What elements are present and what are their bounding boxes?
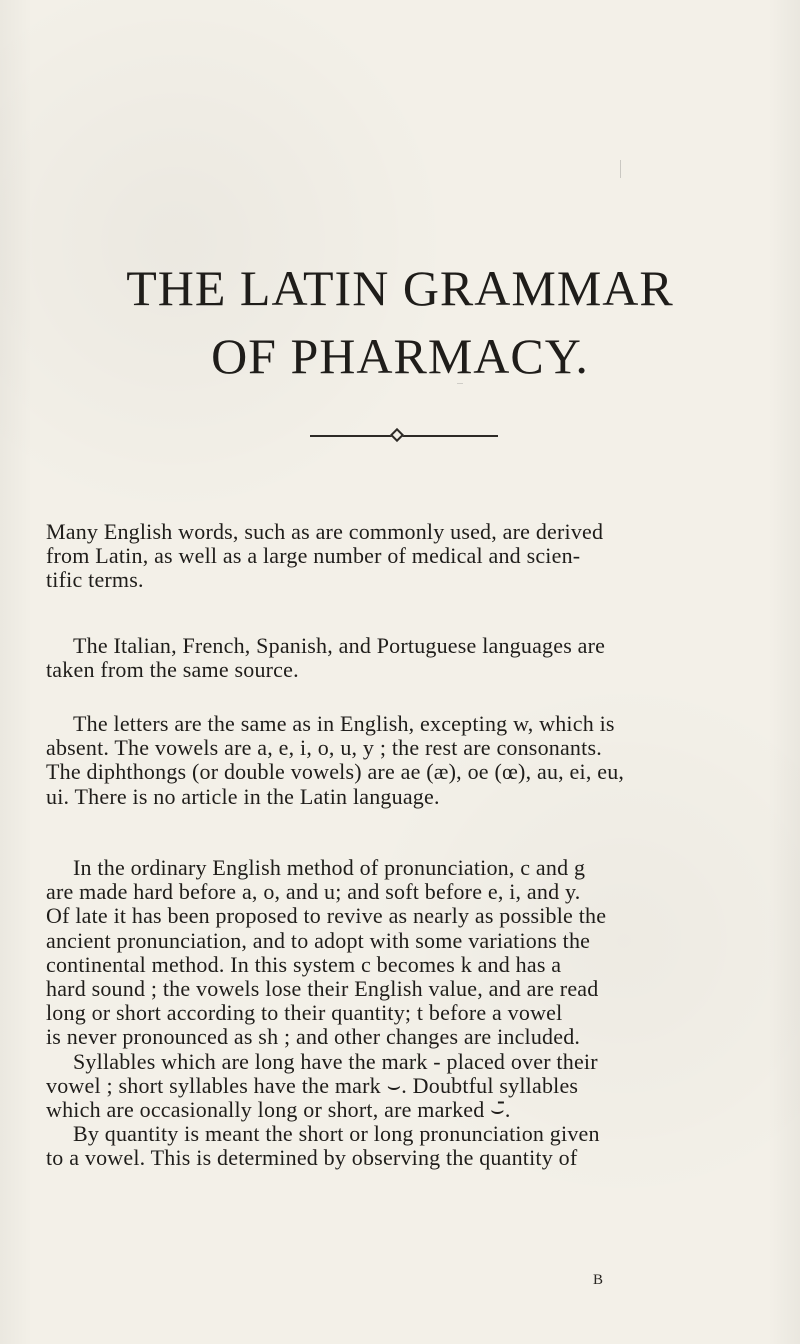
signature-mark: B xyxy=(593,1272,605,1288)
paragraph-line: The letters are the same as in English, excepting w, which is xyxy=(73,711,615,736)
paragraph-line: to a vowel. This is determined by observing the quantity of xyxy=(46,1145,578,1171)
paragraph-line: continental method. In this system c becomes k and has a xyxy=(46,951,562,977)
paragraph-line: hard sound ; the vowels lose their English value, and are read xyxy=(46,975,599,1001)
paper-speck xyxy=(620,160,621,178)
page-title-line-2: OF PHARMACY. xyxy=(211,328,589,384)
paragraph-line: vowel ; short syllables have the mark ⌣. Doubtful syllables xyxy=(46,1072,579,1098)
paragraph-line: Of late it has been proposed to revive as nearly as possible the xyxy=(46,903,607,929)
paragraph-line: from Latin, as well as a large number of medical and scien- xyxy=(46,543,581,569)
paragraph-languages xyxy=(46,634,736,682)
paragraph-line: tific terms. xyxy=(46,567,144,593)
paragraph-pronunciation xyxy=(46,856,736,1170)
paragraph-line: absent. The vowels are a, e, i, o, u, y ; the rest are consonants. xyxy=(46,735,602,761)
divider-ornament-icon xyxy=(390,428,404,442)
paragraph-line: By quantity is meant the short or long pronunciation given xyxy=(73,1121,600,1147)
paragraph-line: Syllables which are long have the mark - placed over their xyxy=(73,1048,598,1074)
paragraph-line: long or short according to their quantity; t before a vowel xyxy=(46,1000,563,1026)
title-divider xyxy=(310,435,498,437)
paragraph-letters xyxy=(46,712,736,809)
paragraph-line: ui. There is no article in the Latin language. xyxy=(46,783,440,809)
paragraph-line: The diphthongs (or double vowels) are ae (æ), oe (œ), au, ei, eu, xyxy=(46,759,625,785)
paragraph-line: which are occasionally long or short, are marked ⌣̄. xyxy=(46,1096,511,1122)
paragraph-intro xyxy=(46,520,736,593)
paragraph-line: ancient pronunciation, and to adopt with some variations the xyxy=(46,927,591,953)
paragraph-line: is never pronounced as sh ; and other changes are included. xyxy=(46,1024,581,1050)
paragraph-line: taken from the same source. xyxy=(46,657,299,683)
paragraph-line: are made hard before a, o, and u; and soft before e, i, and y. xyxy=(46,879,581,905)
paragraph-line: The Italian, French, Spanish, and Portuguese languages are xyxy=(73,633,606,658)
page-title-line-1: THE LATIN GRAMMAR xyxy=(126,260,674,316)
paragraph-line: In the ordinary English method of pronunciation, c and g xyxy=(73,855,586,880)
paragraph-line: Many English words, such as are commonly used, are derived xyxy=(46,519,604,544)
